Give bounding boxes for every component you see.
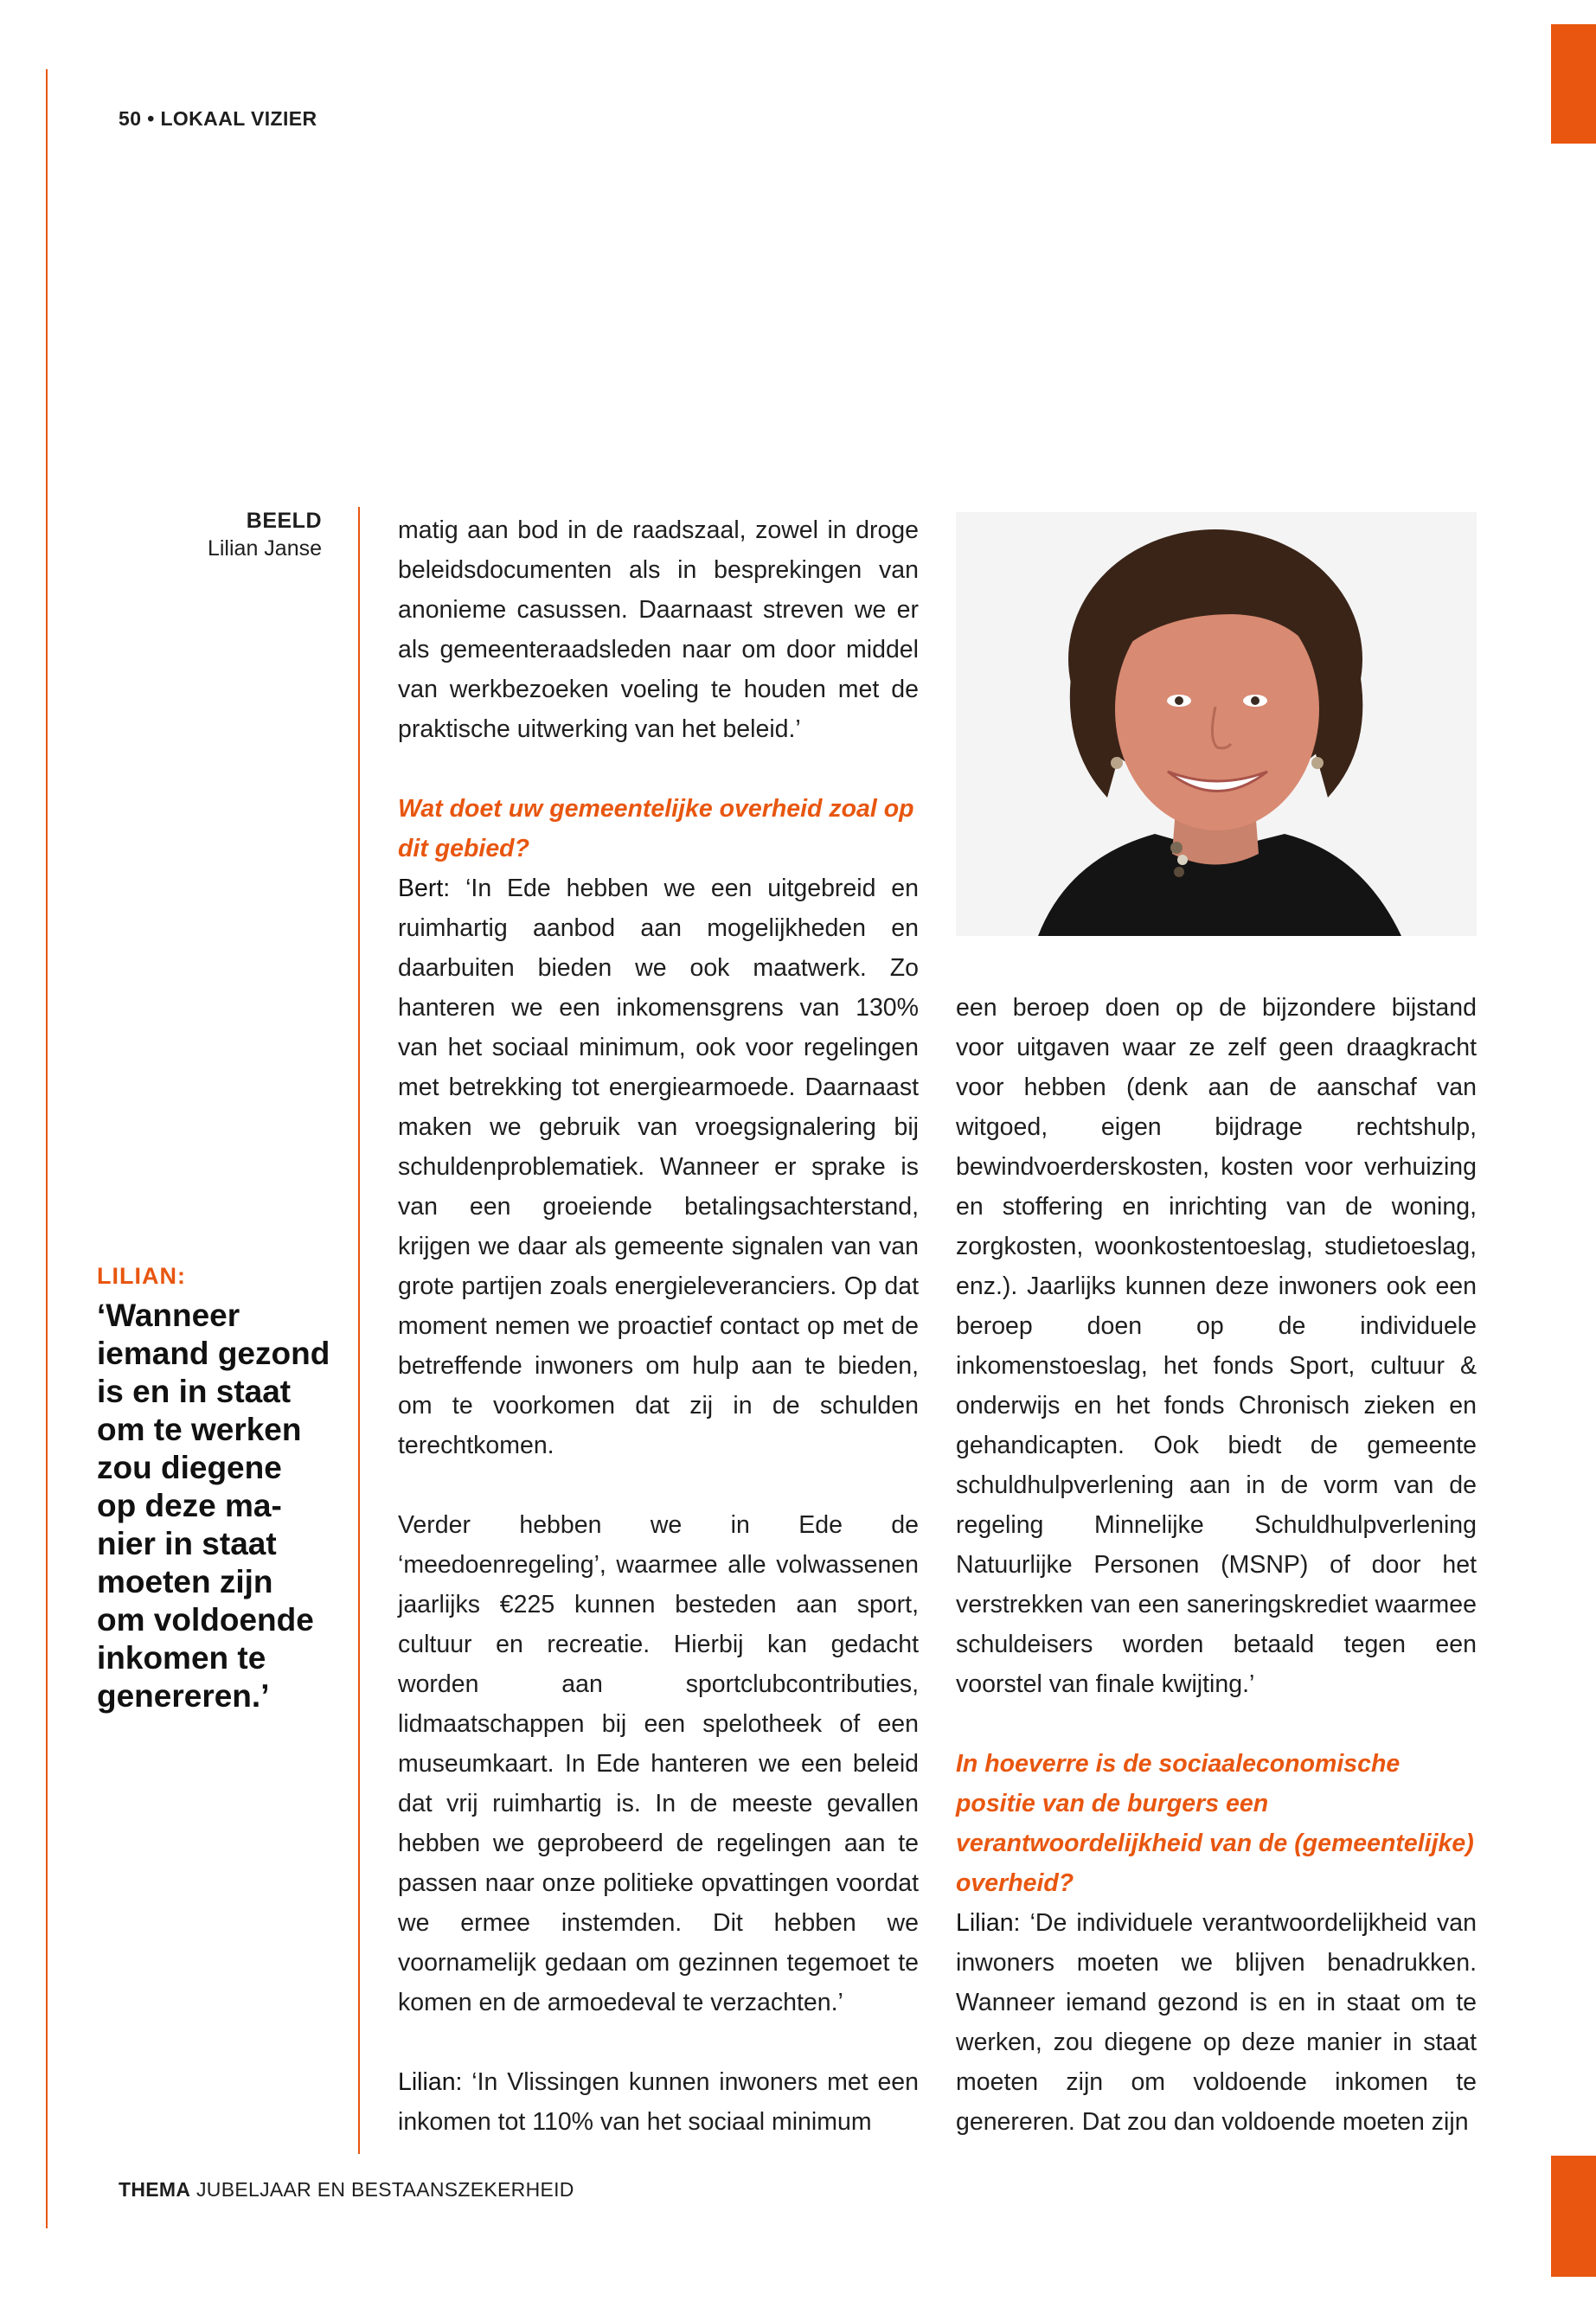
lilian-answer-paragraph-2 xyxy=(956,1903,1477,2142)
pull-quote-line: is en in staat xyxy=(97,1374,292,1409)
pull-quote-line: moeten zijn xyxy=(97,1564,273,1599)
portrait-photo-lilian xyxy=(956,512,1477,936)
pull-quote-line: nier in staat xyxy=(97,1526,277,1561)
pull-quote xyxy=(97,1263,348,1715)
photo-credit xyxy=(130,507,322,562)
question-heading-1: Wat doet uw gemeentelijke overheid zoal op dit gebied? xyxy=(398,795,914,862)
running-header xyxy=(119,107,317,131)
footer-theme-title: JUBELJAAR EN BESTAANSZEKERHEID xyxy=(195,2178,574,2201)
lilian-answer-paragraph xyxy=(398,2062,919,2142)
page-number: 50 xyxy=(119,107,142,130)
top-edge-tab xyxy=(1551,24,1596,144)
article-column-middle xyxy=(398,510,919,2142)
sidebar-divider xyxy=(358,507,360,2154)
credit-name: Lilian Janse xyxy=(207,536,322,561)
magazine-title: LOKAAL VIZIER xyxy=(160,107,317,130)
credit-label: BEELD xyxy=(246,509,322,533)
lilian-answer-text: ‘In Vlissingen kunnen inwoners met een inkomen tot 110% van het sociaal minimum xyxy=(398,2068,920,2136)
pull-quote-line: om te werken xyxy=(97,1412,302,1447)
section-footer xyxy=(119,2178,574,2202)
pull-quote-line: op deze ma- xyxy=(97,1488,282,1523)
pull-quote-line: iemand gezond xyxy=(97,1336,330,1371)
pull-quote-line: genereren.’ xyxy=(97,1678,270,1714)
bert-answer-paragraph xyxy=(398,868,919,1465)
header-separator: • xyxy=(147,107,155,130)
intro-paragraph: matig aan bod in de raadszaal, zowel in droge beleidsdocumenten als in besprekingen van anonieme casussen. Daarnaast streven we er als gemeenteraadsleden naar om door middel van werkbezoeken voeling te houden met de praktische uitwerking van het beleid.’ xyxy=(398,516,919,743)
footer-theme-label: THEMA xyxy=(119,2178,191,2201)
pull-quote-line: ‘Wanneer xyxy=(97,1298,240,1333)
pull-quote-line: inkomen te xyxy=(97,1640,266,1676)
question-heading-2: In hoeverre is de sociaaleconomische positie van de burgers een verantwoordelijkheid van de (gemeentelijke) overheid? xyxy=(956,1750,1474,1897)
speaker-lilian-2: Lilian: xyxy=(956,1909,1021,1937)
left-margin-rule xyxy=(46,69,48,2228)
lilian-answer-text-2: ‘De individuele verantwoordelijkheid van inwoners moeten we blijven benadrukken. Wanneer iemand gezond is en in staat om te werken, zou diegene op deze manier in staat moeten zijn om voldoende inkomen te genereren. Dat zou dan voldoende moeten zijn xyxy=(956,1909,1477,2136)
pull-quote-line: om voldoende xyxy=(97,1602,314,1638)
right-paragraph-1: een beroep doen op de bijzondere bijstand voor uitgaven waar ze zelf geen draagkracht voor hebben (denk aan de aanschaf van witgoed, eigen bijdrage rechtshulp, bewindvoerderskosten, kosten voor verhuizing en stoffering en inrichting van de woning, zorgkosten, woonkostentoeslag, studietoeslag, enz.). Jaarlijks kunnen deze inwoners ook een beroep doen op de individuele inkomenstoeslag, het fonds Sport, cultuur & onderwijs en het fonds Chronisch zieken en gehandicapten. Ook biedt de gemeente schuldhulpverlening aan in de vorm van de regeling Minnelijke Schuldhulpverlening Natuurlijke Personen (MSNP) of door het verstrekken van een saneringskrediet waarmee schuldeisers worden betaald tegen een voorstel van finale kwijting.’ xyxy=(956,994,1477,1698)
speaker-lilian: Lilian: xyxy=(398,2068,463,2096)
pull-quote-text xyxy=(97,1297,348,1715)
bert-answer-text: ‘In Ede hebben we een uitgebreid en ruimhartig aanbod aan mogelijkheden en daarbuiten bieden we ook maatwerk. Zo hanteren we een inkomensgrens van 130% van het sociaal minimum, ook voor regelingen met betrekking tot energiearmoede. Daarnaast maken we gebruik van vroegsignalering bij schuldenproblematiek. Wanneer er sprake is van een groeiende betalingsachterstand, krijgen we daar als gemeente signalen van van grote partijen zoals energieleveranciers. Op dat moment nemen we proactief contact op met de betreffende inwoners om hulp aan te bieden, om te voorkomen dat zij in de schulden terechtkomen. xyxy=(398,875,920,1459)
article-column-right xyxy=(956,988,1477,2142)
portrait-illustration xyxy=(956,512,1477,936)
bert-paragraph-2: Verder hebben we in Ede de ‘meedoenregeling’, waarmee alle volwassenen jaarlijks €225 kunnen besteden aan sport, cultuur en recreatie. Hierbij kan gedacht worden aan sportclubcontributies, lidmaatschappen bij een spelotheek of een museumkaart. In Ede hanteren we een beleid dat vrij ruimhartig is. In de meeste gevallen hebben we geprobeerd de regelingen aan te passen naar onze politieke opvattingen voordat we ermee instemden. Dit hebben we voornamelijk gedaan om gezinnen tegemoet te komen en de armoedeval te verzachten.’ xyxy=(398,1511,919,2016)
bottom-edge-tab xyxy=(1551,2156,1596,2277)
speaker-bert: Bert: xyxy=(398,875,451,902)
pull-quote-speaker: LILIAN: xyxy=(97,1263,186,1289)
pull-quote-line: zou diegene xyxy=(97,1450,282,1485)
